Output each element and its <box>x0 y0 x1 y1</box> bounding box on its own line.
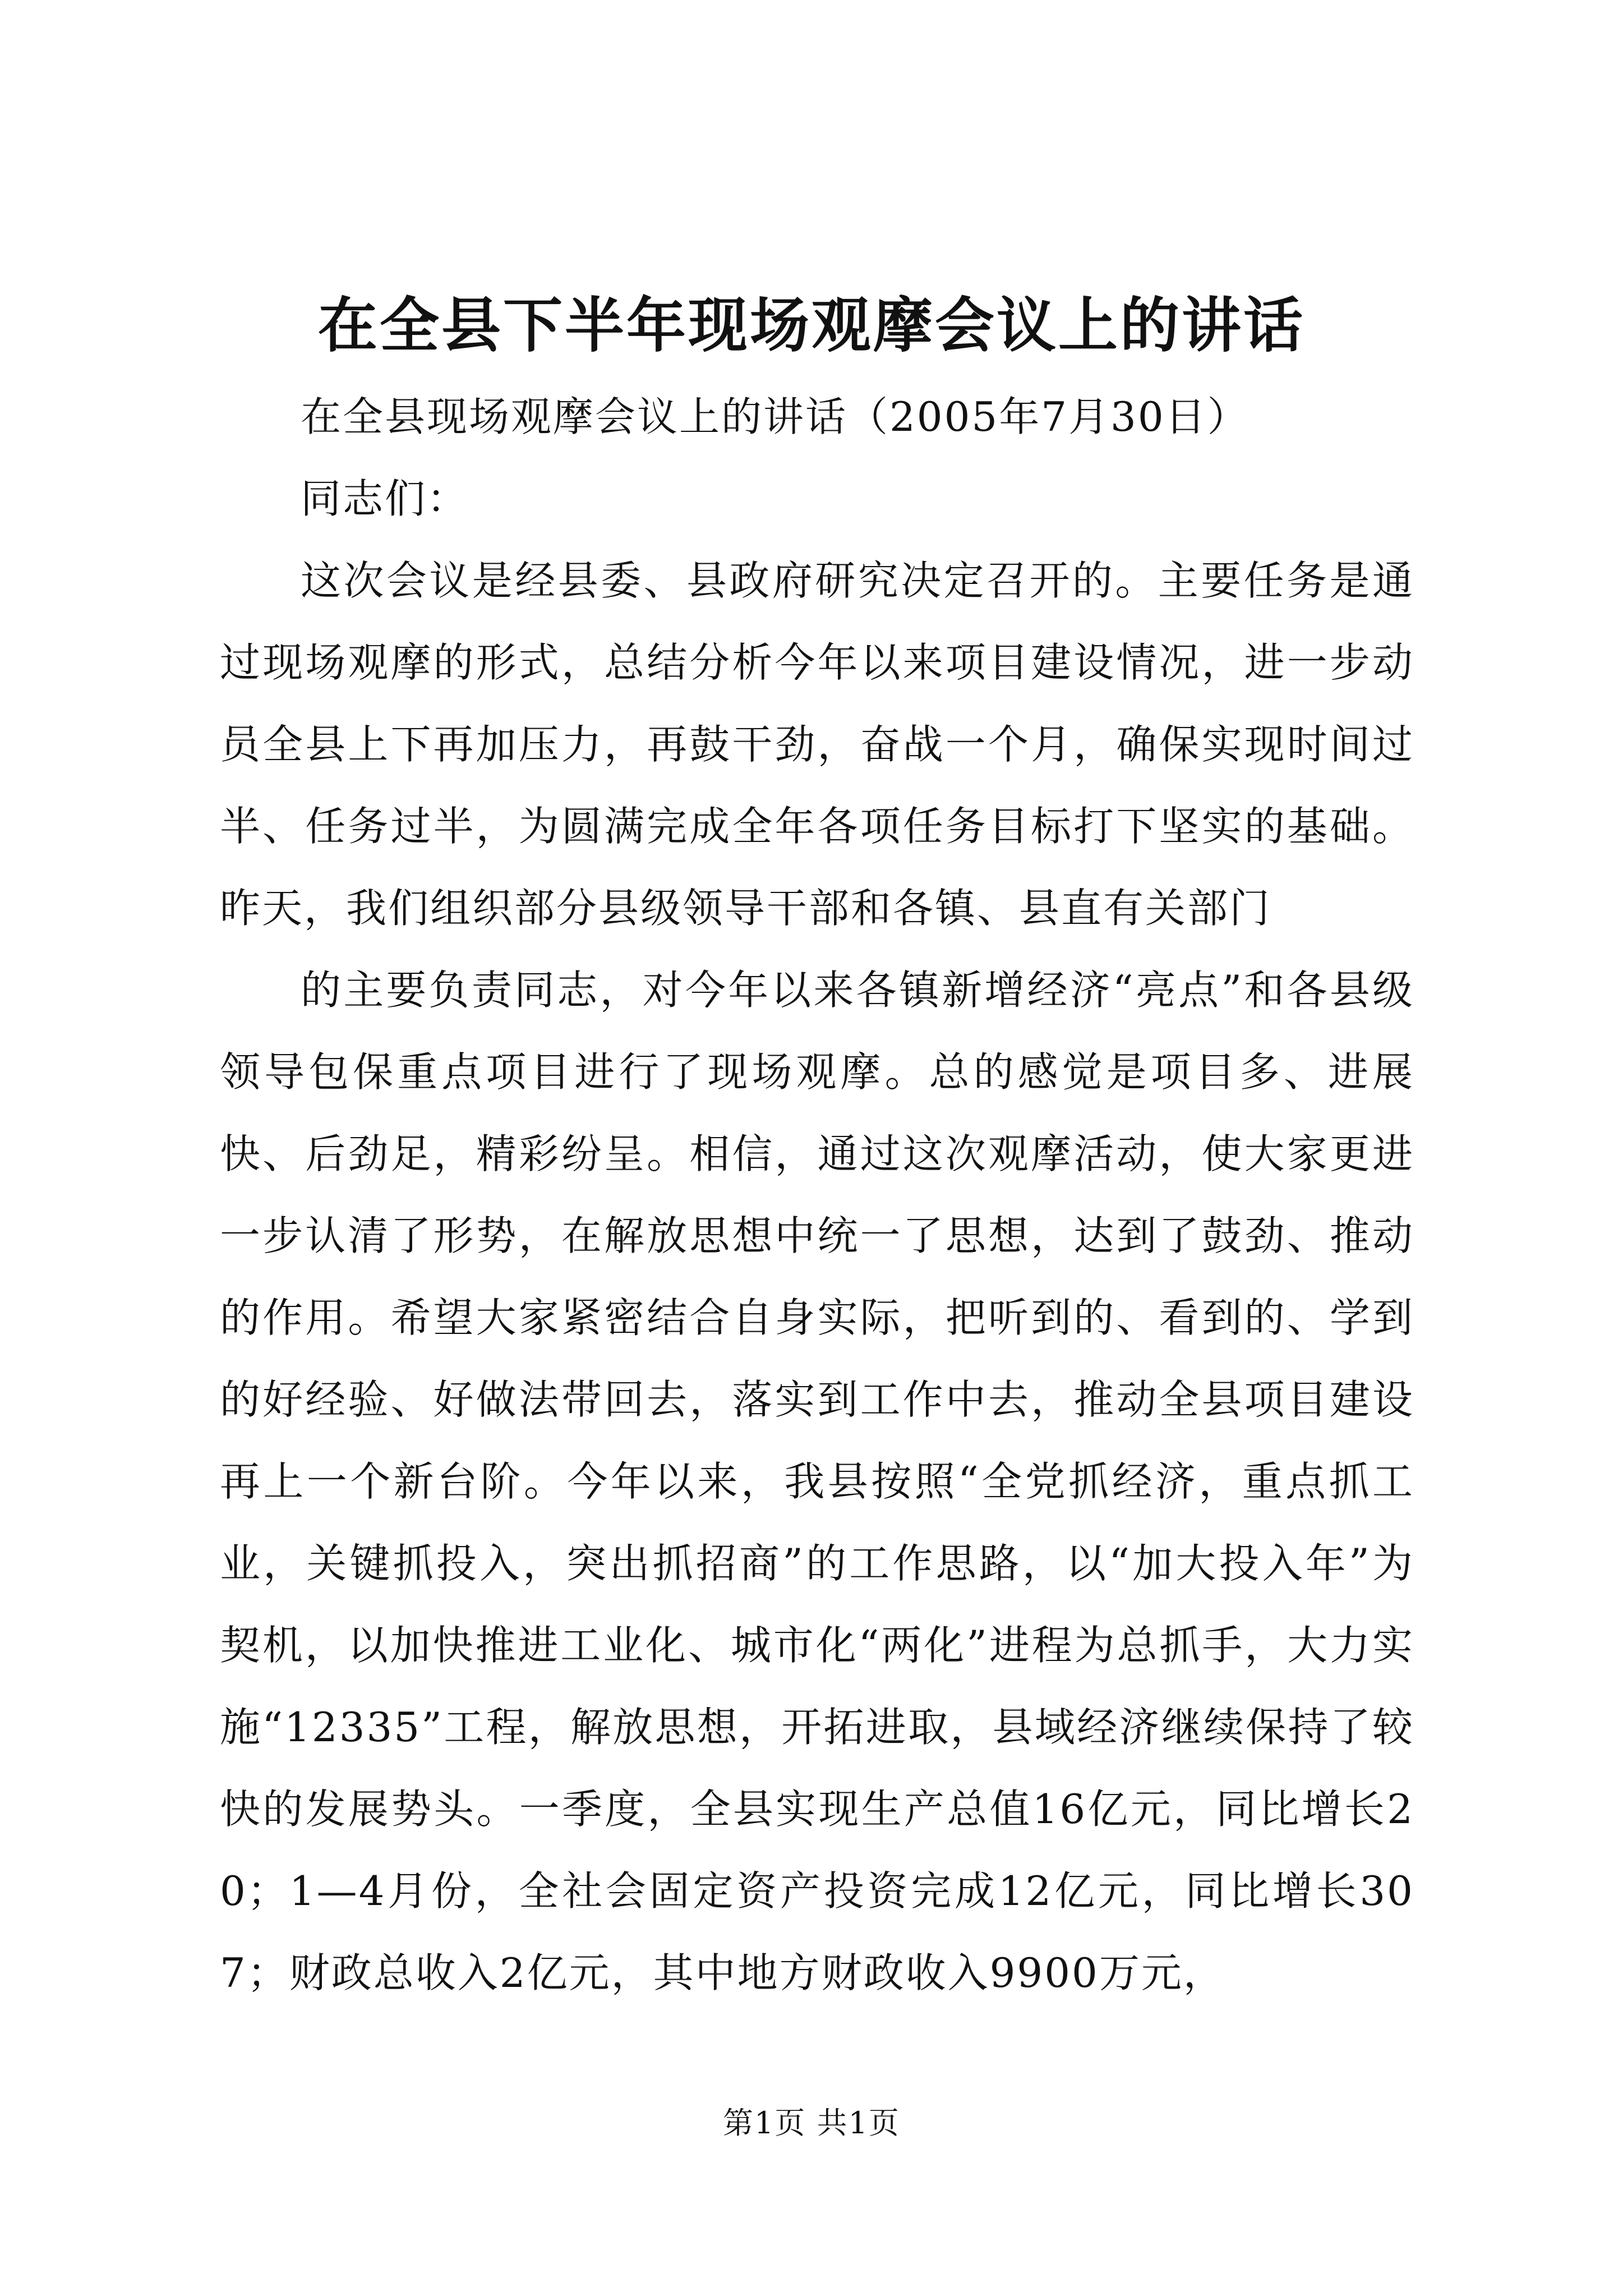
document-title: 在全县下半年现场观摩会议上的讲话 <box>318 290 1305 360</box>
document-body <box>220 376 1414 2014</box>
salutation-paragraph: 同志们： <box>301 475 469 522</box>
page-footer: 第1页 共1页 <box>723 2105 900 2141</box>
subtitle-paragraph: 在全县现场观摩会议上的讲话（2005年7月30日） <box>301 393 1249 440</box>
body-paragraph-2: 的主要负责同志，对今年以来各镇新增经济“亮点”和各县级领导包保重点项目进行了现场观摩。总的感觉是项目多、进展快、后劲足，精彩纷呈。相信，通过这次观摩活动，使大家更进一步认清了形势，在解放思想中统一了思想，达到了鼓劲、推动的作用。希望大家紧密结合自身实际，把听到的、看到的、学到的好经验、好做法带回去，落实到工作中去，推动全县项目建设再上一个新台阶。今年以来，我县按照“全党抓经济，重点抓工业，关键抓投入，突出抓招商”的工作思路，以“加大投入年”为契机，以加快推进工业化、城市化“两化”进程为总抓手，大力实施“12335”工程，解放思想，开拓进取，县域经济继续保持了较快的发展势头。一季度，全县实现生产总值16亿元，同比增长20；1—4月份，全社会固定资产投资完成12亿元，同比增长307；财政总收入2亿元，其中地方财政收入9900万元， <box>220 967 1414 1996</box>
body-paragraph-1: 这次会议是经县委、县政府研究决定召开的。主要任务是通过现场观摩的形式，总结分析今年以来项目建设情况，进一步动员全县上下再加压力，再鼓干劲，奋战一个月，确保实现时间过半、任务过半，为圆满完成全年各项任务目标打下坚实的基础。昨天，我们组织部分县级领导干部和各镇、县直有关部门 <box>220 557 1414 932</box>
